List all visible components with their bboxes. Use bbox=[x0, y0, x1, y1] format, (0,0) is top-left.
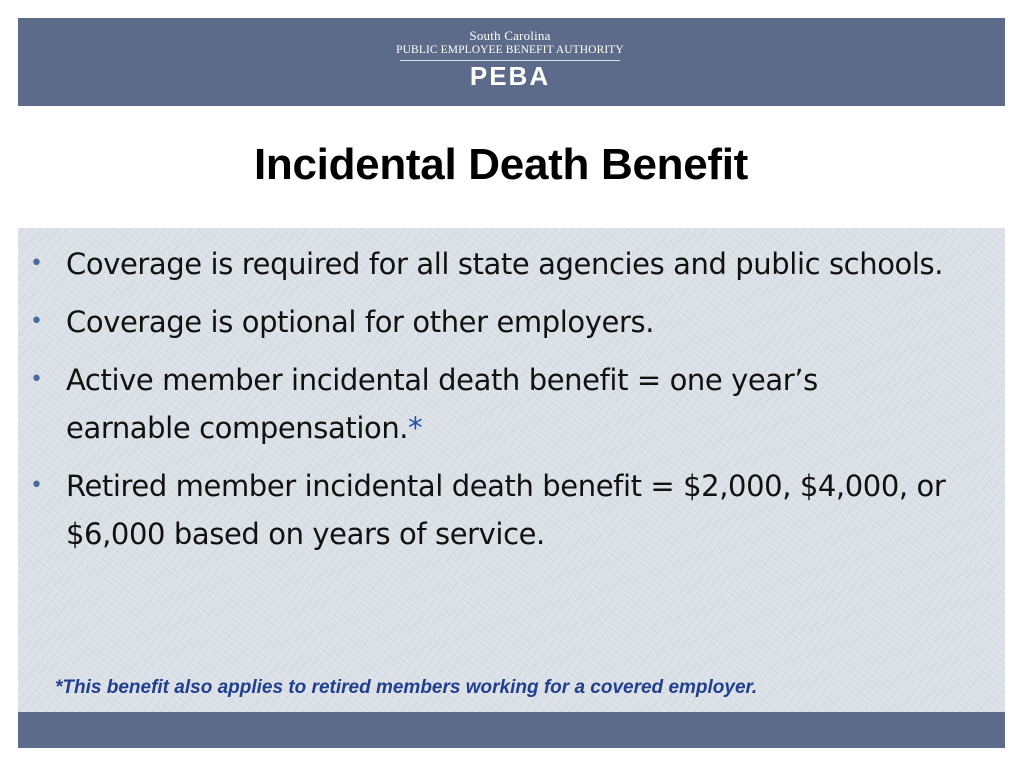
bullet-list bbox=[18, 240, 948, 568]
bullet-item bbox=[18, 298, 948, 346]
bullet-item bbox=[18, 356, 948, 452]
slide bbox=[18, 18, 1005, 748]
logo-line-state: South Carolina bbox=[469, 28, 551, 43]
logo-line-authority: PUBLIC EMPLOYEE BENEFIT AUTHORITY bbox=[396, 44, 624, 56]
peba-logo bbox=[390, 28, 630, 100]
bullet-text: Active member incidental death benefit = one year’s earnable compensation. bbox=[66, 363, 818, 445]
footnote-marker: * bbox=[408, 411, 423, 445]
content-area bbox=[18, 228, 1005, 712]
bullet-icon: • bbox=[30, 251, 43, 276]
bullet-text: Retired member incidental death benefit = $2,000, $4,000, or $6,000 based on years of service. bbox=[66, 469, 946, 551]
bullet-icon: • bbox=[30, 473, 43, 498]
bullet-text: Coverage is required for all state agencies and public schools. bbox=[66, 247, 944, 281]
footnote: *This benefit also applies to retired members working for a covered employer. bbox=[55, 677, 758, 698]
header-band bbox=[18, 18, 1005, 106]
title-band bbox=[18, 106, 1005, 228]
footer-band bbox=[18, 712, 1005, 748]
bullet-icon: • bbox=[30, 367, 43, 392]
bullet-item bbox=[18, 240, 948, 288]
bullet-item bbox=[18, 462, 948, 558]
bullet-text: Coverage is optional for other employers. bbox=[66, 305, 655, 339]
bullet-icon: • bbox=[30, 309, 43, 334]
logo-wordmark: PEBA bbox=[469, 61, 551, 91]
slide-title: Incidental Death Benefit bbox=[254, 140, 748, 189]
